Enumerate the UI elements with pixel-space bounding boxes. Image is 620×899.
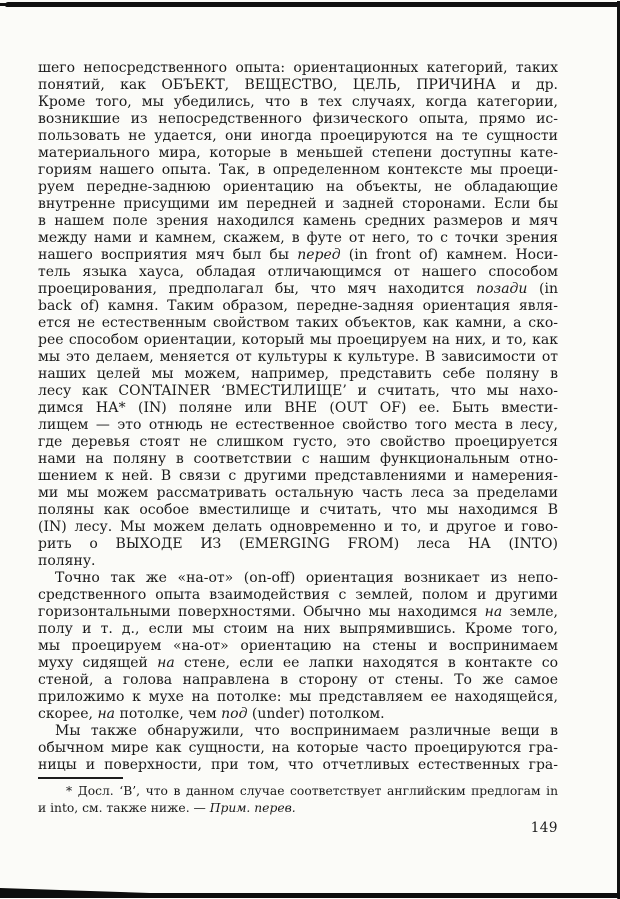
scan-edge-bottom bbox=[0, 893, 620, 898]
text-line: наших целей мы можем, например, представить себе поляну в bbox=[38, 366, 558, 382]
text-line: горизонтальными поверхностями. Обычно мы находимся на земле, bbox=[38, 604, 559, 620]
text-line: средственного опыта взаимодействия с землей, полом и другими bbox=[38, 587, 558, 603]
page-text-block bbox=[38, 60, 558, 817]
text-line: шением к ней. В связи с другими представлениями и намерения- bbox=[38, 468, 558, 484]
text-line: рее способом ориентации, который мы проецируем на них, и то, как bbox=[38, 332, 558, 348]
paragraph bbox=[38, 783, 558, 817]
text-line: ми мы можем рассматривать остальную часть леса за пределами bbox=[38, 485, 558, 501]
text-line: приложимо к мухе на потолке: мы представляем ее находящейся, bbox=[38, 689, 558, 705]
text-line: материального мира, которые в меньшей степени доступны кате- bbox=[38, 145, 558, 161]
scan-edge-top bbox=[5, 2, 620, 7]
text-line: обычном мире как сущности, на которые часто проецируются гра- bbox=[38, 740, 558, 756]
text-line: пользовать не удается, они иногда проецируются на те сущности bbox=[38, 128, 558, 144]
text-line: где деревья стоят не слишком густо, это свойство проецируется bbox=[38, 434, 558, 450]
text-line: шего непосредственного опыта: ориентационных категорий, таких bbox=[38, 60, 558, 76]
text-line: * Досл. ‘В’, что в данном случае соответствует английским предлогам in bbox=[66, 784, 558, 798]
text-line: проецирования, предполагал бы, что мяч находится позади (in bbox=[38, 281, 558, 297]
text-line: димся НА* (IN) поляне или ВНЕ (OUT OF) ее. Быть вмести- bbox=[38, 400, 558, 416]
scan-edge-top-left bbox=[0, 3, 9, 6]
paragraph bbox=[38, 60, 558, 570]
scan-edge-bottom-wedge bbox=[0, 888, 150, 893]
text-line: мы это делаем, меняется от культуры к культуре. В зависимости от bbox=[38, 349, 558, 365]
text-line: полу и т. д., если мы стоим на них выпрямившись. Кроме того, bbox=[38, 621, 558, 637]
text-line: понятий, как ОБЪЕКТ, ВЕЩЕСТВО, ЦЕЛЬ, ПРИЧИНА и др. bbox=[38, 77, 558, 93]
text-line: ницы и поверхности, при том, что отчетливых естественных гра- bbox=[38, 757, 558, 773]
text-line: внутренне присущими им передней и задней сторонами. Если бы bbox=[38, 196, 558, 212]
text-line: нашего восприятия мяч был бы перед (in front of) камнем. Носи- bbox=[38, 247, 558, 263]
footnote bbox=[38, 783, 558, 817]
footnote-separator bbox=[38, 777, 123, 779]
text-line: муху сидящей на стене, если ее лапки находятся в контакте со bbox=[38, 655, 558, 671]
paragraph bbox=[38, 723, 558, 774]
body-text bbox=[38, 60, 558, 774]
text-line: back of) камня. Таким образом, передне-задняя ориентация явля- bbox=[38, 298, 558, 314]
text-line: поляну. bbox=[38, 553, 96, 569]
text-line: и into, см. также ниже. — Прим. перев. bbox=[38, 801, 296, 815]
text-line: в нашем поле зрения находился камень средних размеров и мяч bbox=[38, 213, 558, 229]
text-line: Кроме того, мы убедились, что в тех случаях, когда категории, bbox=[38, 94, 558, 110]
text-line: возникшие из непосредственного физического опыта, прямо ис- bbox=[38, 111, 558, 127]
text-line: Точно так же «на-от» (on-off) ориентация возникает из непо- bbox=[55, 570, 558, 586]
text-line: между нами и камнем, скажем, в футе от него, то с точки зрения bbox=[38, 230, 558, 246]
text-line: руем передне-заднюю ориентацию на объекты, не обладающие bbox=[38, 179, 558, 195]
page-number: 149 bbox=[530, 820, 558, 836]
text-line: скорее, на потолке, чем под (under) потолком. bbox=[38, 706, 385, 722]
text-line: лесу как CONTAINER ‘ВМЕСТИЛИЩЕ’ и считать, что мы нахо- bbox=[38, 383, 558, 399]
text-line: поляны как особое вместилище и считать, что мы находимся В bbox=[38, 502, 558, 518]
text-line: мы проецируем «на-от» ориентацию на стены и воспринимаем bbox=[38, 638, 558, 654]
text-line: ется не естественным свойством таких объектов, как камни, а ско- bbox=[38, 315, 558, 331]
text-line: рить о ВЫХОДЕ ИЗ (EMERGING FROM) леса НА (INTO) bbox=[38, 536, 558, 552]
text-line: стеной, а голова направлена в сторону от стены. То же самое bbox=[38, 672, 558, 688]
text-line: тель языка хауса, обладая отличающимся от нашего способом bbox=[38, 264, 558, 280]
paragraph bbox=[38, 570, 558, 723]
text-line: гориям нашего опыта. Так, в определенном контексте мы проеци- bbox=[38, 162, 558, 178]
text-line: Мы также обнаружили, что воспринимаем различные вещи в bbox=[55, 723, 558, 739]
text-line: лищем — это отнюдь не естественное свойство того места в лесу, bbox=[38, 417, 558, 433]
text-line: нами на поляну в соответствии с нашим функциональным отно- bbox=[38, 451, 558, 467]
text-line: (IN) лесу. Мы можем делать одновременно и то, и другое и гово- bbox=[38, 519, 558, 535]
